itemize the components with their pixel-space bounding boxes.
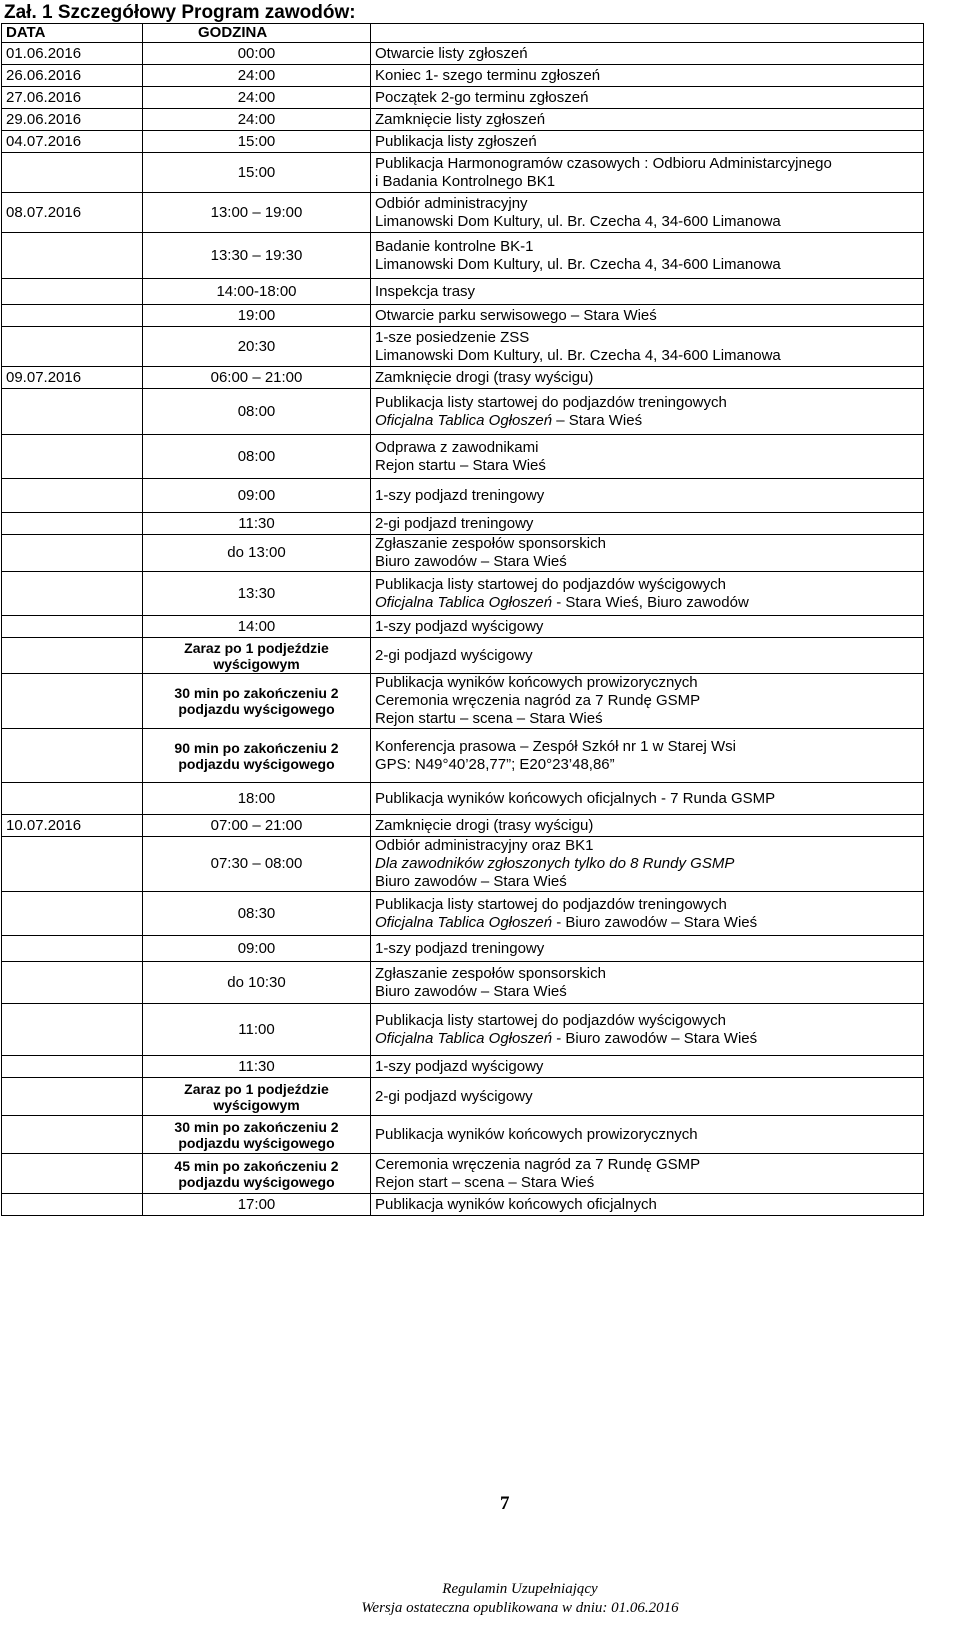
event-line: Limanowski Dom Kultury, ul. Br. Czecha 4, 34-600 Limanowa — [375, 212, 781, 230]
cell-event — [371, 1056, 924, 1078]
event-line: 1-sze posiedzenie ZSS — [375, 328, 530, 346]
table-row — [2, 435, 924, 479]
cell-date: 08.07.2016 — [2, 193, 143, 233]
cell-date — [2, 892, 143, 936]
cell-date — [2, 305, 143, 327]
cell-event — [371, 233, 924, 279]
event-line: Publikacja Harmonogramów czasowych : Odbioru Administarcyjnego — [375, 154, 832, 172]
cell-event — [371, 193, 924, 233]
cell-date — [2, 936, 143, 962]
cell-date: 10.07.2016 — [2, 815, 143, 837]
cell-date — [2, 233, 143, 279]
event-line: Oficjalna Tablica Ogłoszeń - Biuro zawodów – Stara Wieś — [375, 1029, 758, 1047]
cell-event — [371, 815, 924, 837]
cell-event — [371, 109, 924, 131]
table-row — [2, 1116, 924, 1154]
table-row — [2, 389, 924, 435]
event-line: GPS: N49°40’28,77”; E20°23’48,86” — [375, 755, 615, 773]
event-line: Publikacja wyników końcowych prowizorycznych — [375, 674, 698, 691]
cell-event — [371, 87, 924, 109]
cell-time: 11:30 — [143, 513, 371, 535]
cell-time: 24:00 — [143, 65, 371, 87]
cell-event — [371, 305, 924, 327]
event-line: Otwarcie listy zgłoszeń — [375, 44, 528, 62]
header-event — [371, 24, 924, 43]
table-row — [2, 43, 924, 65]
cell-date — [2, 572, 143, 616]
event-line: Oficjalna Tablica Ogłoszeń – Stara Wieś — [375, 411, 643, 429]
event-line: Publikacja listy startowej do podjazdów treningowych — [375, 393, 727, 411]
cell-time: 20:30 — [143, 327, 371, 367]
cell-event — [371, 43, 924, 65]
table-row — [2, 327, 924, 367]
event-line: Zamknięcie listy zgłoszeń — [375, 110, 546, 128]
footer-version: Wersja ostateczna opublikowana w dniu: 01.06.2016 — [361, 1600, 679, 1616]
table-row — [2, 279, 924, 305]
cell-date — [2, 1056, 143, 1078]
cell-date — [2, 1004, 143, 1056]
table-row — [2, 729, 924, 783]
event-line: Oficjalna Tablica Ogłoszeń - Stara Wieś, Biuro zawodów — [375, 593, 749, 611]
event-line: 2-gi podjazd treningowy — [375, 514, 534, 532]
event-line: Zamknięcie drogi (trasy wyścigu) — [375, 368, 594, 386]
cell-event — [371, 729, 924, 783]
event-line: 2-gi podjazd wyścigowy — [375, 646, 533, 664]
cell-event — [371, 367, 924, 389]
event-line: 1-szy podjazd wyścigowy — [375, 1057, 544, 1075]
table-row — [2, 1194, 924, 1216]
event-line: Badanie kontrolne BK-1 — [375, 237, 534, 255]
table-row — [2, 367, 924, 389]
cell-time: 30 min po zakończeniu 2 podjazdu wyścigowego — [143, 1116, 371, 1154]
cell-date — [2, 327, 143, 367]
cell-time: 24:00 — [143, 87, 371, 109]
event-line: 2-gi podjazd wyścigowy — [375, 1087, 533, 1105]
header-date: DATA — [2, 24, 143, 43]
header-time: GODZINA — [143, 24, 371, 43]
table-row — [2, 87, 924, 109]
event-line: Inspekcja trasy — [375, 282, 476, 300]
event-line: Oficjalna Tablica Ogłoszeń - Biuro zawodów – Stara Wieś — [375, 913, 758, 931]
cell-date — [2, 1194, 143, 1216]
cell-time: 07:00 – 21:00 — [143, 815, 371, 837]
cell-time: 13:30 – 19:30 — [143, 233, 371, 279]
cell-date — [2, 1078, 143, 1116]
table-row — [2, 572, 924, 616]
table-row — [2, 513, 924, 535]
event-line: 1-szy podjazd treningowy — [375, 486, 545, 504]
cell-date: 04.07.2016 — [2, 131, 143, 153]
cell-event — [371, 638, 924, 674]
cell-time: 08:30 — [143, 892, 371, 936]
cell-date: 29.06.2016 — [2, 109, 143, 131]
table-row — [2, 837, 924, 892]
cell-date — [2, 1116, 143, 1154]
event-line: Odbiór administracyjny — [375, 194, 528, 212]
page-number: 7 — [500, 1493, 510, 1514]
table-row — [2, 962, 924, 1004]
cell-event — [371, 513, 924, 535]
cell-event — [371, 535, 924, 572]
cell-event — [371, 435, 924, 479]
schedule-table — [1, 23, 924, 1216]
event-line: Początek 2-go terminu zgłoszeń — [375, 88, 589, 106]
cell-time: 15:00 — [143, 131, 371, 153]
cell-time: do 10:30 — [143, 962, 371, 1004]
table-row — [2, 193, 924, 233]
event-line: Zgłaszanie zespołów sponsorskich — [375, 964, 606, 982]
event-line: Dla zawodników zgłoszonych tylko do 8 Rundy GSMP — [375, 855, 735, 872]
cell-date — [2, 962, 143, 1004]
cell-event — [371, 1004, 924, 1056]
table-row — [2, 815, 924, 837]
cell-date — [2, 513, 143, 535]
table-row — [2, 479, 924, 513]
cell-date — [2, 535, 143, 572]
cell-time: 19:00 — [143, 305, 371, 327]
table-row — [2, 638, 924, 674]
table-row — [2, 131, 924, 153]
event-line: Publikacja wyników końcowych oficjalnych — [375, 1195, 657, 1213]
event-line: Odprawa z zawodnikami — [375, 438, 539, 456]
cell-date — [2, 837, 143, 892]
table-row — [2, 535, 924, 572]
cell-event — [371, 616, 924, 638]
event-line: Zamknięcie drogi (trasy wyścigu) — [375, 816, 594, 834]
table-row — [2, 109, 924, 131]
cell-event — [371, 674, 924, 729]
cell-time: 09:00 — [143, 479, 371, 513]
table-row — [2, 892, 924, 936]
event-line: i Badania Kontrolnego BK1 — [375, 172, 556, 190]
table-row — [2, 674, 924, 729]
event-line: Publikacja wyników końcowych prowizorycznych — [375, 1125, 698, 1143]
table-header-row — [2, 24, 924, 43]
cell-date — [2, 389, 143, 435]
table-row — [2, 936, 924, 962]
cell-time: 90 min po zakończeniu 2 podjazdu wyścigowego — [143, 729, 371, 783]
cell-time: 18:00 — [143, 783, 371, 815]
table-row — [2, 1056, 924, 1078]
event-line: Publikacja listy startowej do podjazdów wyścigowych — [375, 1011, 726, 1029]
table-row — [2, 616, 924, 638]
cell-time: 17:00 — [143, 1194, 371, 1216]
event-line: Publikacja wyników końcowych oficjalnych - 7 Runda GSMP — [375, 789, 776, 807]
cell-time: 45 min po zakończeniu 2 podjazdu wyścigowego — [143, 1154, 371, 1194]
cell-time: 24:00 — [143, 109, 371, 131]
table-row — [2, 783, 924, 815]
event-line: Ceremonia wręczenia nagród za 7 Rundę GSMP — [375, 692, 701, 709]
event-line: Limanowski Dom Kultury, ul. Br. Czecha 4, 34-600 Limanowa — [375, 346, 781, 364]
table-row — [2, 65, 924, 87]
event-line: Otwarcie parku serwisowego – Stara Wieś — [375, 306, 657, 324]
cell-time: 08:00 — [143, 435, 371, 479]
event-line: 1-szy podjazd treningowy — [375, 939, 545, 957]
cell-event — [371, 572, 924, 616]
cell-time: 13:30 — [143, 572, 371, 616]
cell-time: 07:30 – 08:00 — [143, 837, 371, 892]
cell-date — [2, 279, 143, 305]
cell-date: 01.06.2016 — [2, 43, 143, 65]
cell-event — [371, 279, 924, 305]
table-row — [2, 1078, 924, 1116]
cell-event — [371, 153, 924, 193]
cell-event — [371, 892, 924, 936]
cell-time: 08:00 — [143, 389, 371, 435]
cell-event — [371, 131, 924, 153]
event-line: Publikacja listy startowej do podjazdów wyścigowych — [375, 575, 726, 593]
event-line: Ceremonia wręczenia nagród za 7 Rundę GSMP — [375, 1155, 701, 1173]
document-title: Zał. 1 Szczegółowy Program zawodów: — [4, 2, 356, 23]
cell-event — [371, 1078, 924, 1116]
cell-event — [371, 962, 924, 1004]
cell-date — [2, 435, 143, 479]
cell-time: 30 min po zakończeniu 2 podjazdu wyścigowego — [143, 674, 371, 729]
cell-time: 13:00 – 19:00 — [143, 193, 371, 233]
event-line: Publikacja listy startowej do podjazdów treningowych — [375, 895, 727, 913]
table-row — [2, 233, 924, 279]
cell-time: 15:00 — [143, 153, 371, 193]
cell-date: 26.06.2016 — [2, 65, 143, 87]
event-line: Konferencja prasowa – Zespół Szkół nr 1 w Starej Wsi — [375, 737, 736, 755]
event-line: Biuro zawodów – Stara Wieś — [375, 553, 567, 570]
cell-event — [371, 1116, 924, 1154]
event-line: Limanowski Dom Kultury, ul. Br. Czecha 4, 34-600 Limanowa — [375, 255, 781, 273]
cell-time: 09:00 — [143, 936, 371, 962]
table-row — [2, 1154, 924, 1194]
event-line: Biuro zawodów – Stara Wieś — [375, 873, 567, 890]
cell-time: 11:30 — [143, 1056, 371, 1078]
cell-time: Zaraz po 1 podjeździe wyścigowym — [143, 1078, 371, 1116]
event-line: Publikacja listy zgłoszeń — [375, 132, 537, 150]
table-row — [2, 305, 924, 327]
cell-time: 00:00 — [143, 43, 371, 65]
event-line: Biuro zawodów – Stara Wieś — [375, 982, 567, 1000]
event-line: Rejon start – scena – Stara Wieś — [375, 1173, 595, 1191]
cell-time: do 13:00 — [143, 535, 371, 572]
cell-date — [2, 729, 143, 783]
event-line: 1-szy podjazd wyścigowy — [375, 617, 544, 635]
cell-date: 09.07.2016 — [2, 367, 143, 389]
cell-event — [371, 479, 924, 513]
event-line: Odbiór administracyjny oraz BK1 — [375, 837, 594, 854]
cell-time: 14:00 — [143, 616, 371, 638]
event-line: Rejon startu – scena – Stara Wieś — [375, 710, 603, 727]
cell-time: 11:00 — [143, 1004, 371, 1056]
event-line: Rejon startu – Stara Wieś — [375, 456, 546, 474]
cell-date — [2, 1154, 143, 1194]
cell-date — [2, 616, 143, 638]
cell-date — [2, 479, 143, 513]
cell-event — [371, 837, 924, 892]
cell-event — [371, 783, 924, 815]
cell-date — [2, 638, 143, 674]
cell-date — [2, 153, 143, 193]
cell-event — [371, 1154, 924, 1194]
cell-event — [371, 1194, 924, 1216]
event-line: Zgłaszanie zespołów sponsorskich — [375, 535, 606, 552]
cell-event — [371, 65, 924, 87]
cell-time: 14:00-18:00 — [143, 279, 371, 305]
cell-date — [2, 783, 143, 815]
cell-date: 27.06.2016 — [2, 87, 143, 109]
table-row — [2, 1004, 924, 1056]
cell-time: Zaraz po 1 podjeździe wyścigowym — [143, 638, 371, 674]
footer-title: Regulamin Uzupełniający — [442, 1581, 598, 1597]
cell-date — [2, 674, 143, 729]
cell-event — [371, 936, 924, 962]
cell-time: 06:00 – 21:00 — [143, 367, 371, 389]
event-line: Koniec 1- szego terminu zgłoszeń — [375, 66, 601, 84]
cell-event — [371, 327, 924, 367]
cell-event — [371, 389, 924, 435]
table-row — [2, 153, 924, 193]
